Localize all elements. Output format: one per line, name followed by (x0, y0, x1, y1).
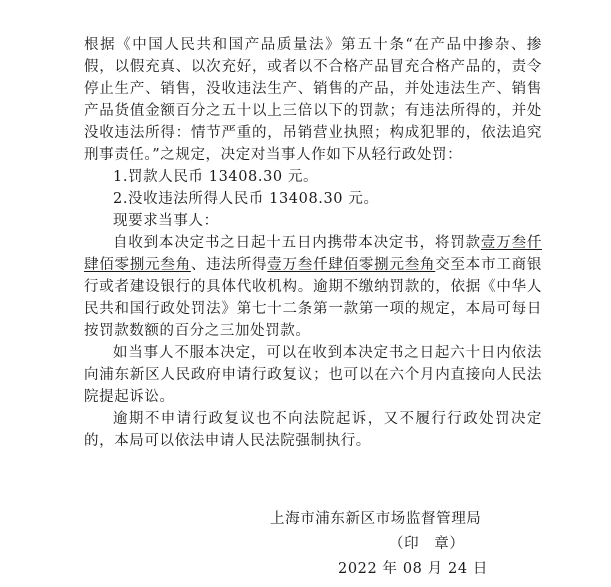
payment-text-3: 交至本市工商银行或者建设银行的具体代收机构。逾期不缴纳罚款的，依据《中华人民共和国行政处罚法》第七十二条第一款第一项的规定，本局可每日按罚款数额的百分之三加处罚款。 (84, 257, 542, 339)
payment-text-2: 、违法所得 (190, 257, 268, 273)
seal-placeholder: （印 章） (389, 536, 465, 552)
issue-date: 2022 年 08 月 24 日 (338, 561, 488, 577)
fine-amount-words: 壹万叁仟肆佰零捌元叁角 (84, 235, 542, 273)
penalty-item-2: 2.没收违法所得人民币 13408.30 元。 (113, 191, 379, 207)
payment-paragraph (84, 232, 542, 342)
legal-basis-paragraph: 根据《中国人民共和国产品质量法》第五十条“在产品中掺杂、掺假，以假充真、以次充好，或者以不合格产品冒充合格产品的，责令停止生产、销售，没收违法生产、销售的产品，并处违法生产、销售产品货值金额百分之五十以上三倍以下的罚款；有违法所得的，并处没收违法所得：情节严重的，吊销营业执照；构成犯罪的，依法追究刑事责任。”之规定，决定对当事人作如下从轻行政处罚： (84, 37, 542, 163)
enforcement-paragraph: 逾期不申请行政复议也不向法院起诉，又不履行行政处罚决定的，本局可以依法申请人民法院强制执行。 (84, 411, 542, 449)
review-paragraph: 如当事人不服本决定，可以在收到本决定书之日起六十日内依法向浦东新区人民政府申请行政复议；也可以在六个月内直接向人民法院提起诉讼。 (84, 345, 542, 405)
illegal-income-amount-words: 壹万叁仟肆佰零捌元叁角 (267, 257, 436, 273)
document-body (84, 34, 542, 452)
requirement-intro: 现要求当事人： (113, 213, 219, 229)
payment-text-1: 自收到本决定书之日起十五日内携带本决定书，将罚款 (113, 235, 481, 251)
penalty-item-1: 1.罚款人民币 13408.30 元。 (113, 169, 319, 185)
issuing-organization: 上海市浦东新区市场监督管理局 (270, 511, 482, 527)
